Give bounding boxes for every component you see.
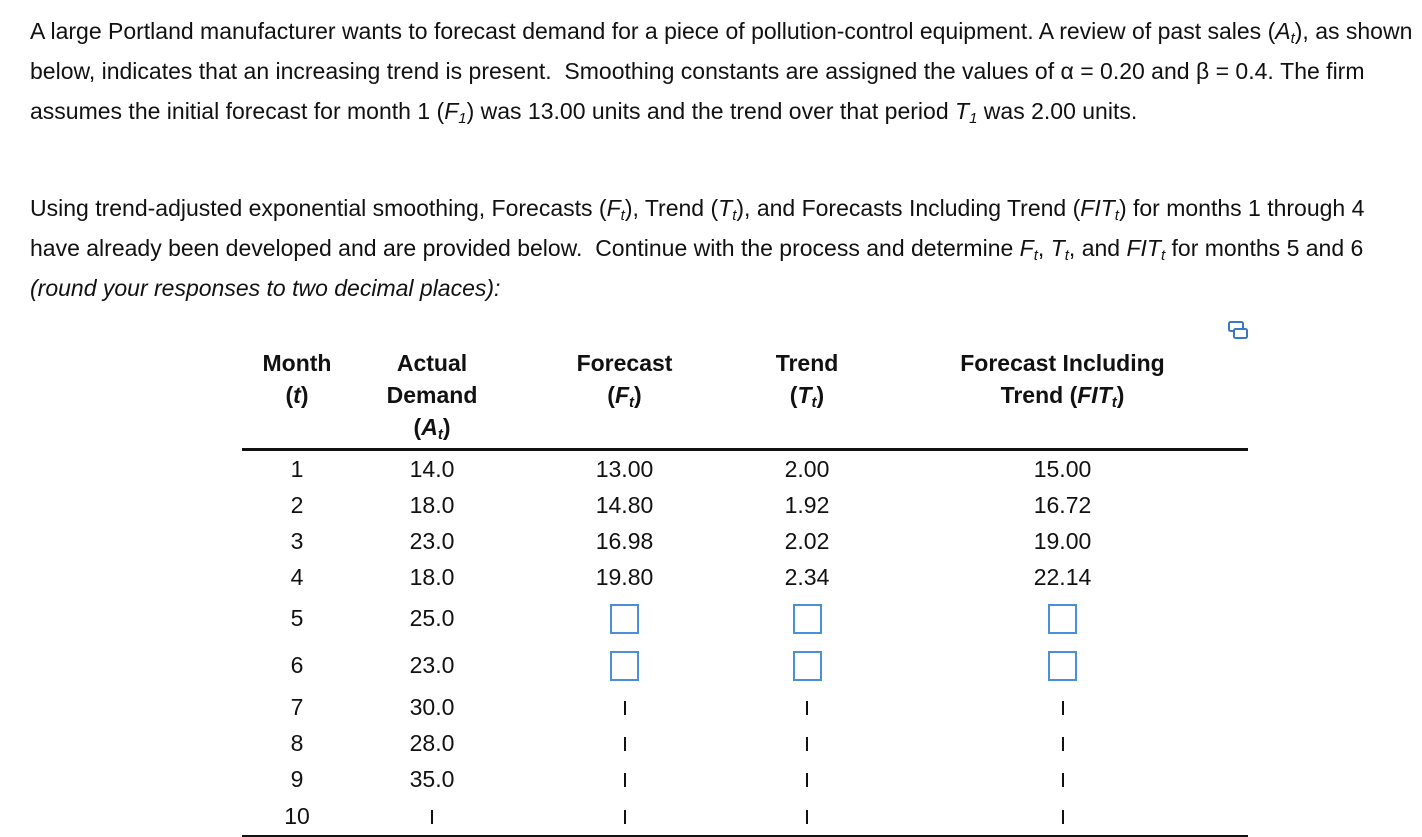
cell-month <box>242 689 352 725</box>
empty-dash <box>806 773 808 787</box>
table-header <box>242 345 1248 450</box>
cell-value: 23.0 <box>409 652 455 678</box>
problem-instructions: Using trend-adjusted exponential smoothing, Forecasts $(F_t)$, Trend $(T_t)$, and Forecasts Including Trend $(FIT_t)$ for months 1 through 4 have already been developed and are provided below. Continue with the process and determine $F_t$, $T_t$, and $FIT_t$ for months 5 and 6 (round your responses to two decimal places): <box>30 195 1365 301</box>
header-trend: Trend $(T_t)$ <box>737 345 877 450</box>
table-row <box>242 797 1248 836</box>
cell-value: 2.02 <box>784 527 830 554</box>
empty-dash <box>806 810 808 824</box>
cell-actual <box>352 595 512 642</box>
empty-dash <box>624 737 626 751</box>
cell-actual <box>352 642 512 689</box>
cell-trend <box>737 487 877 523</box>
cell-month <box>242 450 352 488</box>
cell-forecast <box>512 559 737 595</box>
cell-value: 18.0 <box>409 491 455 518</box>
empty-dash <box>624 701 626 715</box>
cell-value: 19.00 <box>1033 527 1092 554</box>
cell-actual <box>352 761 512 797</box>
table-row <box>242 595 1248 642</box>
cell-value: 8 <box>290 729 304 756</box>
cell-month <box>242 559 352 595</box>
cell-value: 7 <box>290 693 304 720</box>
cell-month <box>242 761 352 797</box>
cell-month <box>242 595 352 642</box>
cell-value: 30.0 <box>409 693 455 720</box>
cell-value: 2 <box>290 491 304 518</box>
table-row <box>242 523 1248 559</box>
cell-value: 6 <box>290 652 304 678</box>
cell-forecast <box>512 523 737 559</box>
cell-trend <box>737 595 877 642</box>
cell-fit <box>877 450 1248 488</box>
cell-trend <box>737 689 877 725</box>
cell-value: 14.0 <box>409 455 455 482</box>
cell-actual <box>352 725 512 761</box>
cell-actual <box>352 523 512 559</box>
cell-fit <box>877 725 1248 761</box>
table-row <box>242 725 1248 761</box>
cell-value: 9 <box>290 765 304 792</box>
trend-answer-input-month-5[interactable] <box>793 604 822 634</box>
table-row <box>242 642 1248 689</box>
cell-value: 16.98 <box>595 527 654 554</box>
cell-value: 35.0 <box>409 765 455 792</box>
table-row <box>242 689 1248 725</box>
cell-forecast <box>512 595 737 642</box>
cell-forecast <box>512 725 737 761</box>
cell-forecast <box>512 761 737 797</box>
empty-dash <box>1062 810 1064 824</box>
empty-dash <box>624 810 626 824</box>
empty-dash <box>1062 701 1064 715</box>
cell-value: 2.34 <box>784 563 830 590</box>
cell-forecast <box>512 487 737 523</box>
cell-forecast <box>512 450 737 488</box>
cell-value: 15.00 <box>1033 455 1092 482</box>
cell-fit <box>877 559 1248 595</box>
header-month: Month (t) <box>242 345 352 450</box>
cell-forecast <box>512 797 737 836</box>
cell-value: 25.0 <box>409 605 455 631</box>
cell-value: 16.72 <box>1033 491 1092 518</box>
cell-value: 19.80 <box>595 563 654 590</box>
cell-trend <box>737 761 877 797</box>
forecast-table <box>242 345 1248 837</box>
cell-fit <box>877 642 1248 689</box>
cell-trend <box>737 523 877 559</box>
empty-dash <box>624 773 626 787</box>
cell-value: 10 <box>284 802 310 829</box>
header-forecast: Forecast $(F_t)$ <box>512 345 737 450</box>
empty-dash <box>1062 737 1064 751</box>
trend-answer-input-month-6[interactable] <box>793 651 822 681</box>
empty-dash <box>806 737 808 751</box>
table-row <box>242 487 1248 523</box>
cell-value: 14.80 <box>595 491 654 518</box>
cell-value: 1.92 <box>784 491 830 518</box>
cell-fit <box>877 523 1248 559</box>
cell-fit <box>877 797 1248 836</box>
rounding-note: (round your responses to two decimal places): <box>30 275 501 301</box>
cell-month <box>242 797 352 836</box>
cell-actual <box>352 689 512 725</box>
cell-value: 5 <box>290 605 304 631</box>
cell-trend <box>737 642 877 689</box>
forecast-answer-input-month-6[interactable] <box>610 651 639 681</box>
cell-trend <box>737 450 877 488</box>
copy-table-icon[interactable] <box>1227 319 1249 341</box>
cell-value: 22.14 <box>1033 563 1092 590</box>
cell-value: 1 <box>290 455 304 482</box>
fit-answer-input-month-6[interactable] <box>1048 651 1077 681</box>
cell-actual <box>352 487 512 523</box>
beta-symbol: β <box>1195 58 1210 84</box>
cell-month <box>242 642 352 689</box>
cell-forecast <box>512 689 737 725</box>
table-row <box>242 559 1248 595</box>
forecast-answer-input-month-5[interactable] <box>610 604 639 634</box>
cell-value: 3 <box>290 527 304 554</box>
cell-fit <box>877 595 1248 642</box>
table-row <box>242 761 1248 797</box>
cell-actual <box>352 450 512 488</box>
cell-trend <box>737 797 877 836</box>
header-forecast-including-trend: Forecast Including Trend $(FIT_t)$ <box>877 345 1248 450</box>
cell-month <box>242 725 352 761</box>
cell-actual <box>352 797 512 836</box>
cell-fit <box>877 761 1248 797</box>
cell-forecast <box>512 642 737 689</box>
cell-value: 4 <box>290 563 304 590</box>
cell-actual <box>352 559 512 595</box>
empty-dash <box>431 810 433 824</box>
alpha-symbol: α <box>1060 58 1074 84</box>
cell-fit <box>877 487 1248 523</box>
cell-month <box>242 487 352 523</box>
cell-value: 23.0 <box>409 527 455 554</box>
fit-answer-input-month-5[interactable] <box>1048 604 1077 634</box>
empty-dash <box>806 701 808 715</box>
empty-dash <box>1062 773 1064 787</box>
header-actual-demand: Actual Demand $(A_t)$ <box>352 345 512 450</box>
cell-value: 28.0 <box>409 729 455 756</box>
problem-intro: A large Portland manufacturer wants to forecast demand for a piece of pollution-control equipment. A review of past sales $(A_t)$, as shown below, indicates that an increasing trend is present. Smoothing constants are assigned the values of α = 0.20 and β = 0.4. The firm assumes the initial forecast for month 1 $(F_1)$ was 13.00 units and the trend over that period $T_1$ was 2.00 units. <box>30 18 1413 127</box>
cell-value: 18.0 <box>409 563 455 590</box>
cell-value: 13.00 <box>595 455 654 482</box>
cell-trend <box>737 725 877 761</box>
cell-value: 2.00 <box>784 455 830 482</box>
cell-fit <box>877 689 1248 725</box>
table-row <box>242 450 1248 488</box>
cell-month <box>242 523 352 559</box>
cell-trend <box>737 559 877 595</box>
